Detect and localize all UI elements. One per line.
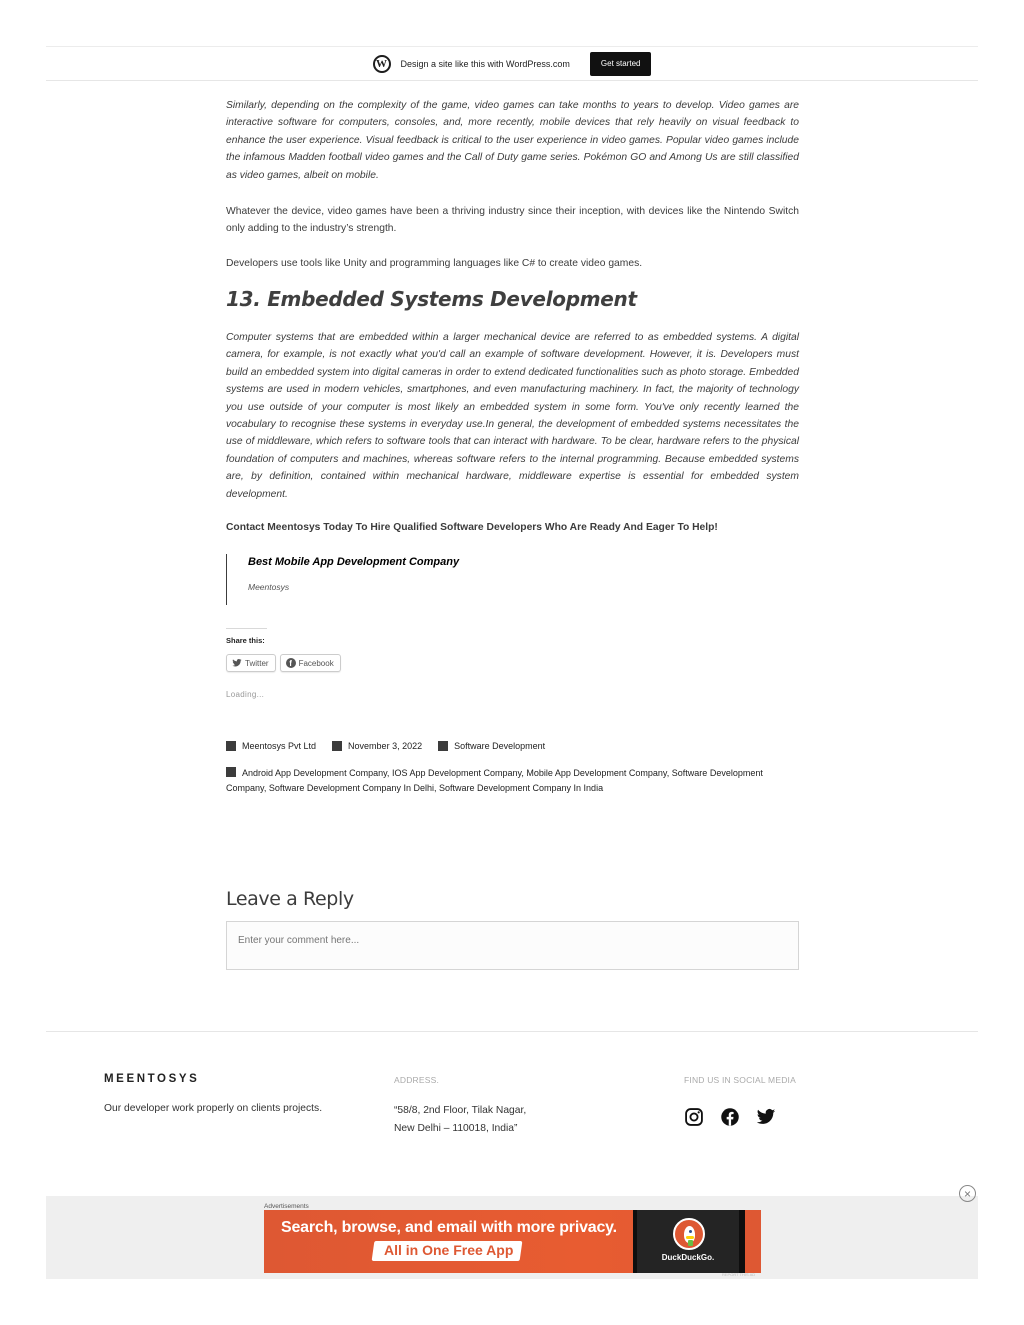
article-paragraph-video-games: Similarly, depending on the complexity of the game, video games can take months to years to develop. Video games are interactive software for computers, consoles, and, more recently, mobile devices that rely heavily on visual feedback to enhance the user experience. Visual feedback is critical to the user experience in video games. Popular video games include the infamous Madden football video games and the Call of Duty game series. Pokémon GO and Among Us are still classified as video games, albeit on mobile. [226, 100, 799, 181]
post-date[interactable]: November 3, 2022 [332, 741, 422, 751]
report-ad-link[interactable]: REPORT THIS AD [722, 1272, 756, 1277]
contact-call-to-action: Contact Meentosys Today To Hire Qualified Software Developers Who Are Ready And Eager To Help! [226, 522, 718, 533]
facebook-icon[interactable] [720, 1107, 740, 1127]
ad-label: Advertisements [264, 1203, 309, 1210]
ad-headline: Search, browse, and email with more privacy. [281, 1219, 617, 1236]
comment-input[interactable] [226, 921, 799, 970]
post-meta [226, 741, 561, 751]
tag-link[interactable]: Software Development Company In India [438, 783, 604, 793]
quote-title: Best Mobile App Development Company [248, 556, 460, 568]
post-tags: Android App Development Company, IOS App Development Company, Mobile App Development Company, Software Development Company, Software Development Company In Delhi, Software Development Company In India [226, 768, 763, 793]
duckduckgo-ad[interactable] [264, 1210, 761, 1273]
footer-divider [46, 1031, 978, 1032]
leave-reply-heading: Leave a Reply [226, 888, 354, 910]
share-buttons [226, 654, 341, 672]
wordpress-banner [46, 47, 978, 81]
footer-about [104, 1073, 324, 1118]
ad-brand-name: DuckDuckGo. [661, 1253, 715, 1262]
share-label: Share this: [226, 636, 265, 645]
tag-icon [226, 767, 236, 777]
share-facebook-button[interactable] [280, 654, 341, 672]
social-links [684, 1107, 904, 1127]
folder-icon [438, 741, 448, 751]
address-line-1: “58/8, 2nd Floor, Tilak Nagar, [394, 1105, 527, 1116]
share-divider [226, 628, 267, 629]
likes-loading-text: Loading... [226, 690, 265, 699]
share-twitter-button[interactable] [226, 654, 276, 672]
post-author[interactable]: Meentosys Pvt Ltd [226, 741, 316, 751]
tag-link[interactable]: Mobile App Development Company [526, 768, 667, 778]
section-heading-embedded-systems: 13. Embedded Systems Development [226, 287, 637, 311]
article-paragraph-tools: Developers use tools like Unity and programming languages like C# to create video games. [226, 258, 643, 269]
article-paragraph-devices: Whatever the device, video games have been a thriving industry since their inception, with devices like the Nintendo Switch only adding to the industry’s strength. [226, 206, 799, 235]
ad-subheadline: All in One Free App [384, 1242, 514, 1258]
footer-social [684, 1073, 904, 1127]
close-ad-icon[interactable]: × [959, 1185, 976, 1202]
share-facebook-label: Facebook [298, 658, 334, 668]
address-heading: ADDRESS. [394, 1075, 440, 1085]
facebook-icon: f [286, 658, 296, 668]
calendar-icon [332, 741, 342, 751]
get-started-button[interactable]: Get started [590, 52, 652, 76]
ad-phone-image [633, 1210, 745, 1273]
author-icon [226, 741, 236, 751]
quote-citation: Meentosys [248, 582, 290, 592]
article-paragraph-embedded: Computer systems that are embedded within a larger mechanical device are referred to as embedded systems. A digital camera, for example, is not exactly what you'd call an example of software development. However, it is. Developers must build an embedded system into digital cameras in order to extend dedicated functionalities such as photo storage. Embedded systems are used in modern vehicles, smartphones, and even manufacturing machinery. In fact, the majority of technology you use outside of your computer is most likely an embedded system in some form. You've only recently learned the vocabulary to recognise these systems in everyday use.In general, the development of embedded systems necessitates the use of middleware, which refers to software tools that can interact with hardware. To be clear, hardware refers to the physical foundation of computers and machines, whereas software refers to the internal programming. Because embedded systems are, by definition, contained within mechanical hardware, middleware expertise is essential for embedded system development. [226, 332, 799, 500]
footer-about-text: Our developer work properly on clients projects. [104, 1103, 323, 1114]
twitter-icon[interactable] [756, 1107, 776, 1127]
post-category[interactable]: Software Development [438, 741, 545, 751]
address-line-2: New Delhi – 110018, India” [394, 1122, 518, 1134]
wordpress-logo-icon[interactable]: W [373, 55, 391, 73]
tag-link[interactable]: Android App Development Company [242, 768, 387, 778]
social-heading: FIND US IN SOCIAL MEDIA [684, 1075, 796, 1085]
duckduckgo-logo-icon [673, 1218, 705, 1250]
tag-link[interactable]: IOS App Development Company [391, 768, 522, 778]
footer-address [394, 1073, 614, 1137]
share-twitter-label: Twitter [245, 658, 269, 668]
twitter-icon [232, 658, 242, 668]
instagram-icon[interactable] [684, 1107, 704, 1127]
tag-link[interactable]: Software Development Company [226, 768, 763, 793]
tag-link[interactable]: Software Development Company In Delhi [268, 783, 434, 793]
site-name[interactable]: MEENTOSYS [104, 1073, 200, 1085]
wordpress-banner-text[interactable]: Design a site like this with WordPress.com [400, 58, 570, 69]
blockquote [226, 554, 459, 605]
